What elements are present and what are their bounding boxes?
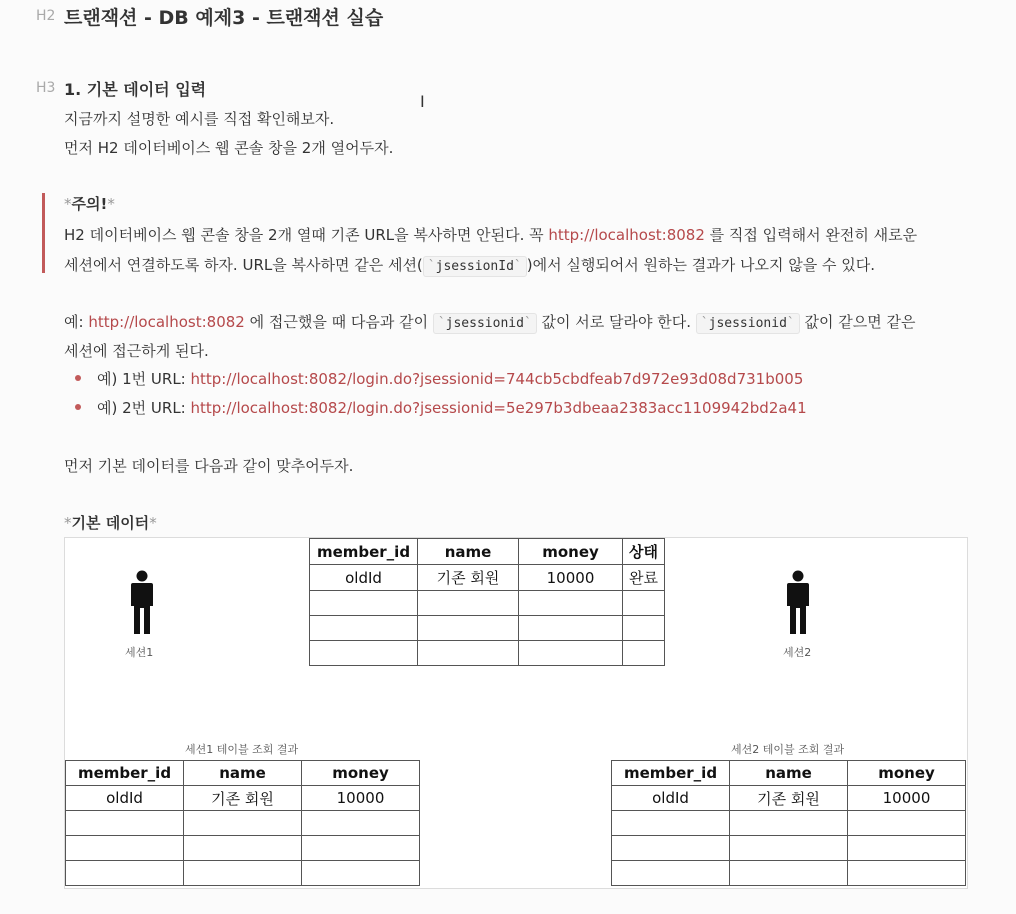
- caution-text-b: 를 직접 입력해서 완전히 새로운: [704, 226, 918, 244]
- blockquote-bar: [42, 193, 45, 273]
- column-header: member_id: [612, 761, 730, 786]
- table-row: [310, 641, 665, 666]
- table-row: [310, 591, 665, 616]
- caution-text-d: )에서 실행되어서 원하는 결과가 나오지 않을 수 있다.: [526, 256, 876, 274]
- setup-text: 먼저 기본 데이터를 다음과 같이 맞추어두자.: [64, 457, 354, 475]
- inline-code-text: jsessionId: [435, 259, 514, 274]
- example-mid-2: 값이 서로 달라야 한다.: [536, 313, 696, 331]
- page-title: 트랜잭션 - DB 예제3 - 트랜잭션 실습: [64, 7, 384, 29]
- bullet-item-2: [97, 397, 807, 418]
- example-prefix: 예:: [64, 313, 89, 331]
- h3-marker: H3: [36, 80, 56, 96]
- caution-title-text: 주의!: [71, 195, 108, 213]
- person-icon: [785, 570, 811, 634]
- table-cell: oldId: [612, 786, 730, 811]
- column-header: money: [519, 539, 623, 565]
- table-row: [310, 565, 665, 591]
- bullet-item-1: [97, 368, 803, 389]
- person-icon: [129, 570, 155, 634]
- caution-line-2: [64, 254, 875, 275]
- inline-code: `jsessionId`: [423, 256, 527, 277]
- table-row: [66, 861, 420, 886]
- session1-result-table: [65, 760, 420, 886]
- table-row: [612, 786, 966, 811]
- inline-code: `jsessionid`: [433, 313, 537, 334]
- table-row: [612, 836, 966, 861]
- inline-code-text: jsessionid: [708, 316, 787, 331]
- table-cell: 10000: [519, 565, 623, 591]
- text-cursor-icon: I: [420, 92, 425, 111]
- inline-code: `jsessionid`: [696, 313, 800, 334]
- column-header: 상태: [623, 539, 665, 565]
- caution-title: *주의!*: [64, 195, 115, 213]
- session1-url-link[interactable]: http://localhost:8082/login.do?jsessionid=744cb5cbdfeab7d972e93d08d731b005: [190, 370, 804, 388]
- session2-label: 세션2: [783, 646, 812, 659]
- table-cell: 10000: [302, 786, 420, 811]
- h2-marker: H2: [36, 8, 56, 24]
- column-header: member_id: [310, 539, 418, 565]
- localhost-link[interactable]: http://localhost:8082: [548, 226, 705, 244]
- intro-line-1: 지금까지 설명한 예시를 직접 확인해보자.: [64, 110, 335, 128]
- table-row: [66, 836, 420, 861]
- session2-caption: 세션2 테이블 조회 결과: [731, 743, 845, 756]
- column-header: name: [418, 539, 519, 565]
- column-header: money: [848, 761, 966, 786]
- column-header: name: [730, 761, 848, 786]
- example-mid-3: 값이 같으면 같은: [799, 313, 916, 331]
- table-cell: 기존 회원: [730, 786, 848, 811]
- basic-data-label-text: 기본 데이터: [71, 514, 150, 532]
- bullet-icon: [75, 375, 81, 381]
- session1-label: 세션1: [125, 646, 154, 659]
- table-row: [612, 861, 966, 886]
- table-cell: 완료: [623, 565, 665, 591]
- caution-text-c: 세션에서 연결하도록 하자. URL을 복사하면 같은 세션(: [64, 256, 423, 274]
- table-row: [612, 811, 966, 836]
- example-link[interactable]: http://localhost:8082: [88, 313, 245, 331]
- table-row: [310, 616, 665, 641]
- caution-line-1: [64, 224, 917, 245]
- intro-line-2: 먼저 H2 데이터베이스 웹 콘솔 창을 2개 열어두자.: [64, 139, 394, 157]
- inline-code-text: jsessionid: [445, 316, 524, 331]
- diagram-image: [64, 537, 968, 889]
- example-line-1: [64, 311, 915, 332]
- caution-text-a: H2 데이터베이스 웹 콘솔 창을 2개 열때 기존 URL을 복사하면 안된다. 꼭: [64, 226, 549, 244]
- table-cell: oldId: [310, 565, 418, 591]
- table-row: [66, 786, 420, 811]
- column-header: name: [184, 761, 302, 786]
- table-cell: 10000: [848, 786, 966, 811]
- bullet-label: 예) 1번 URL:: [97, 370, 191, 388]
- table-cell: 기존 회원: [418, 565, 519, 591]
- bullet-icon: [75, 404, 81, 410]
- table-cell: oldId: [66, 786, 184, 811]
- session1-caption: 세션1 테이블 조회 결과: [185, 743, 299, 756]
- example-line-2: 세션에 접근하게 된다.: [64, 342, 209, 360]
- basic-data-label: *기본 데이터*: [64, 514, 157, 532]
- session2-result-table: [611, 760, 966, 886]
- column-header: member_id: [66, 761, 184, 786]
- table-row: [66, 811, 420, 836]
- example-mid-1: 에 접근했을 때 다음과 같이: [244, 313, 433, 331]
- main-data-table: [309, 538, 665, 666]
- column-header: money: [302, 761, 420, 786]
- table-cell: 기존 회원: [184, 786, 302, 811]
- session2-url-link[interactable]: http://localhost:8082/login.do?jsessionid=5e297b3dbeaa2383acc1109942bd2a41: [190, 399, 807, 417]
- section-heading: 1. 기본 데이터 입력: [64, 80, 207, 99]
- bullet-label: 예) 2번 URL:: [97, 399, 191, 417]
